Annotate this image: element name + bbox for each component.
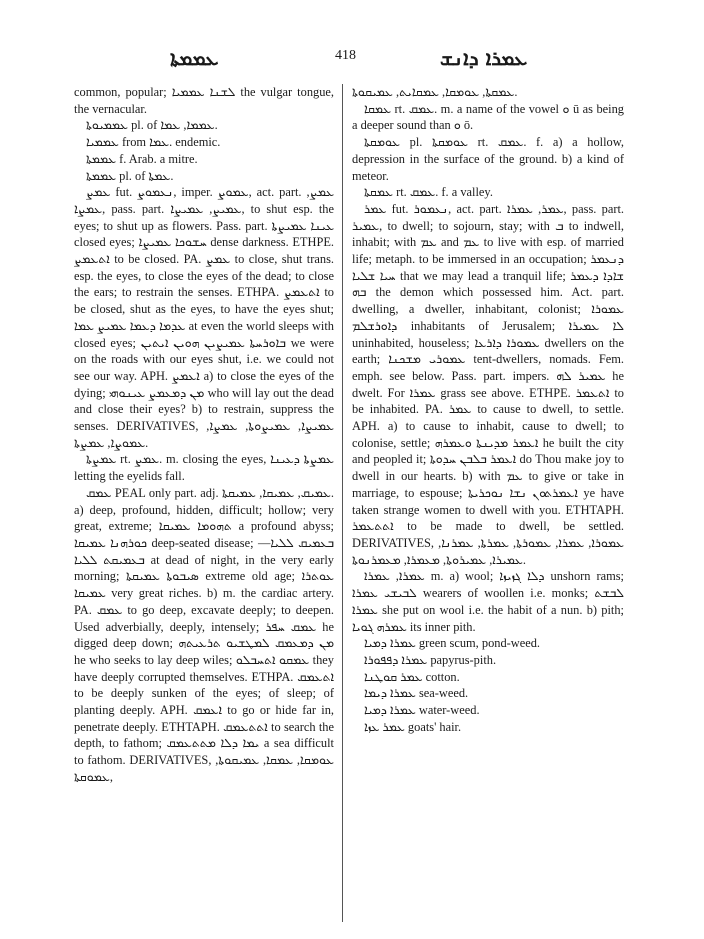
entry-valley: ܥܡܩܬܐ rt. ܥܡܩ. f. a valley. (364, 185, 493, 200)
entry-hollow: ܥܘܡܩܬܐ pl. ܥܘܡܩܬܐ rt. ܥܡܩ. f. a) a hollow, depression in the surface of the ground. b) a kind of meteor. (352, 135, 624, 183)
entry-common: common, popular; ܠܫܢܐ ܥܡܡܝܐ the vulgar tongue, the vernacular. (74, 85, 334, 116)
entry-cotton: ܥܡܪ ܩܘܛܢܐ cotton. (364, 669, 460, 684)
entry-endemic: ܥܡܡܝܐ from ܥܡܐ. endemic. (86, 135, 221, 150)
entry-goats-hair: ܥܡܪ ܥܙܐ goats' hair. (364, 719, 462, 734)
column-divider (342, 84, 343, 922)
entry-pond-weed: ܥܡܪܐ ܕܡܝܐ green scum, pond-weed. (364, 636, 541, 651)
right-column (352, 84, 624, 735)
entry-derivatives-cont: ܥܡܩܬܐ, ܥܘܡܩܐ, ܥܡܩܐܝܬ, ܥܡܝܩܘܬܐ. (352, 85, 518, 99)
entry-deep: ܥܡܩ PEAL only part. adj. ܥܡܝܩ, ܥܡܝܩܐ, ܥܡܝܩܬܐ. a) deep, profound, hidden, difficult; hollow; very great, extreme; ܬܗܘܡܐ ܥܡܝܩܐ a profound abyss; ܟܘܪܗܢܐ ܥܡܝܩܐ deep-seated disease; ܒܥܡܝܩ ܠܠܝܐ—ܒܥܡܝܩܬ ܠܠܝܐ at dead of night, in the very early morning; ܣܝܒܘܬܐ ܥܡܝܩܬܐ extreme old age; ܥܘܬܪܐ ܥܡܝܩܐ very great riches. b) m. the cardiac artery. PA. ܥܡܩ to go deep, excavate deeply; to deepen. Used adverbially, deeply, intensely; ܥܡܩ ܚܦܪ he digged deep down; ܡܢ ܕܡܥܡܩ ܠܡܛܫܝܘ ܬܪܥܝܬܗ he who seeks to lay deep wiles; ܥܡܩܘ ܐܬܚܒܠܘ they have deeply corrupted themselves. ETHPA. ܐܬܥܡܩ to be deeply sunken of the eyes; of sleep; of planting deeply. APH. ܐܥܡܩ to go or hide far in, penetrate deeply. ETHTAPH. ܐܬܬܥܡܩ to search the depth, to fathom; ܝܡܐ ܕܠܐ ܡܬܬܥܡܩ a sea difficult to fathom. DERIVATIVES, ܥܘܡܩܐ, ܥܡܩܐ, ܥܡܝܩܘܬܐ, ܥܡܘܩܬܐ, (74, 485, 334, 784)
running-head-left: ܥܡܡܬܐ (170, 46, 219, 70)
entry-sea-weed: ܥܡܪܐ ܕܝܡܐ sea-weed. (364, 686, 469, 701)
entry-amamiuta: ܥܡܡܝܘܬܐ pl. of ܥܡܡܐ, ܥܡܐ. (86, 118, 218, 133)
entry-to-dwell: ܥܡܪ fut. ܢܥܡܘܪ, act. part. ܥܡܪ, ܥܡܪܐ, pass. part. ܥܡܝܪ, to dwell; to sojourn, stay; with ܒ to indwell, inhabit; with ܥܡ and ܥܡ to live with esp. of married life; metaph. to be immersed in an occupation; ܕܢܥܡܪ ܚܝܐ ܫܠܝܐ that we may lead a tranquil life; ܫܐܕܐ ܕܥܡܪ ܒܗ the demon which possessed him. Act. part. dwelling, a dweller, inhabitant, colonist; ܥܡܘܪܐ ܕܐܘܪܫܠܡ inhabitants of Jerusalem; ܠܐ ܥܡܝܪܐ uninhabited, houseless; ܥܡܘܪܐ ܕܐܪܥܐ dwellers on the earth; ܥܡܘܪܝ ܡܫܟܢܐ tent-dwellers, nomads. Fem. emph. see below. Pass. part. impers. ܥܡܝܪ ܠܗ he dwelt. For ܥܡܪܐ grass see above. ETHPE. ܐܬܥܡܪ to be inhabited. PA. ܥܡܪ to cause to dwell, to settle. APH. a) to cause to inhabit, cause to dwell; to colonise, settle; ܐܥܡܪ ܡܕܝܢܬܐ ܘܥܡܪܗ he built the city and peopled it; ܐܥܡܪ ܒܠܒܢ ܚܕܘܬܐ do Thou make joy to dwell in our hearts. b) with ܥܡ to give or take in marriage, to espouse; ܐܥܡܪܬܘܢ ܢܫܐ ܢܘܟܪܝܬܐ ye have taken strange women to dwell with you. ETHTAPH. ܐܬܬܥܡܪ to be made to dwell, be settled. DERIVATIVES, ܥܡܘܪܐ, ܥܡܪܐ, ܥܡܘܪܬܐ, ܥܡܪܬܐ, ܥܡܪܢܐ, ܥܡܝܪܐ, ܥܡܝܪܘܬܐ, ܡܥܡܪܐ, ܡܥܡܪܢܘܬܐ. (352, 201, 625, 567)
left-column (74, 84, 334, 786)
entry-wool: ܥܡܪܐ, ܥܡܪܐ m. a) wool; ܕܠܐ ܓܙܝܙܐ unshorn rams; ܠܒܝܫܝ ܥܡܪܐ wearers of woollen i.e. monks; ܠܒܫܬ ܥܡܪܐ she put on wool i.e. the habit of a nun. b) pith; ܥܡܪܗ ܓܘܝܐ its inner pith. (352, 569, 624, 634)
entry-closing-eyes: ܥܡܨܬܐ rt. ܥܡܨ. m. closing the eyes, ܥܡܨܬܐ ܕܥܝܢܐ letting the eyelids fall. (74, 452, 334, 484)
running-head-right: ܥܡܪܐ ܕܐܢܫ (440, 46, 528, 70)
entry-mitre: ܥܡܡܬܐ f. Arab. a mitre. (86, 151, 198, 166)
entry-to-shut: ܥܡܨ fut. ܢܥܡܘܨ, imper. ܥܡܘܨ, act. part. ܥܡܨ, ܥܡܨܐ, pass. part. ܥܡܝܨ, ܥܡܝܨܐ, to shut esp. the eyes; to shut up as flowers. Pass. part. ܥܝܢܐ ܥܡܝܨܬܐ closed eyes; ܚܫܘܟܐ ܥܡܝܨܐ dense darkness. ETHPE. ܐܬܥܡܨ to be closed. PA. ܥܡܨ to close, shut trans. esp. the eyes, to close the eyes of the dead; to close the ears; to restrain the senses. ETHPA. ܐܬܥܡܨ to be closed, shut as the eyes, to have the eyes shut; ܥܕܡܐ ܕܥܡܐ ܥܡܝܨ ܥܡܐ at even the world sleeps with closed eyes; ܒܐܘܪܚܬܐ ܥܡܝܨܝܢ ܗܘܝܢ ܐܝܬܝܢ we were on the roads with our eyes shut, i.e. we could not see our way. APH. ܐܥܡܨ a) to close the eyes of the dying; ܡܢ ܕܡܥܡܨ ܥܝܢܘܗܝ who will lay out the dead and close their eyes? b) to restrain, suppress the senses. DERIVATIVES, ܥܡܝܨܐ, ܥܡܝܨܘܬܐ, ܥܡܨܐ, ܥܡܘܨܐ, ܥܡܨܬܐ. (74, 185, 335, 450)
entry-water-weed: ܥܡܪܐ ܕܡܝܐ water-weed. (364, 703, 480, 718)
entry-vowel-name: ܥܡܩܐ rt. ܥܡܩ. m. a name of the vowel ܘ ū as being a deeper sound than ܘ ō. (352, 101, 624, 133)
entry-papyrus-pith: ܥܡܪܐ ܕܦܦܘܪܐ papyrus-pith. (364, 652, 497, 667)
page-number: 418 (335, 48, 356, 63)
entry-amamta-pl: ܥܡܡܬܐ pl. of ܥܡܬܐ. (86, 168, 174, 183)
